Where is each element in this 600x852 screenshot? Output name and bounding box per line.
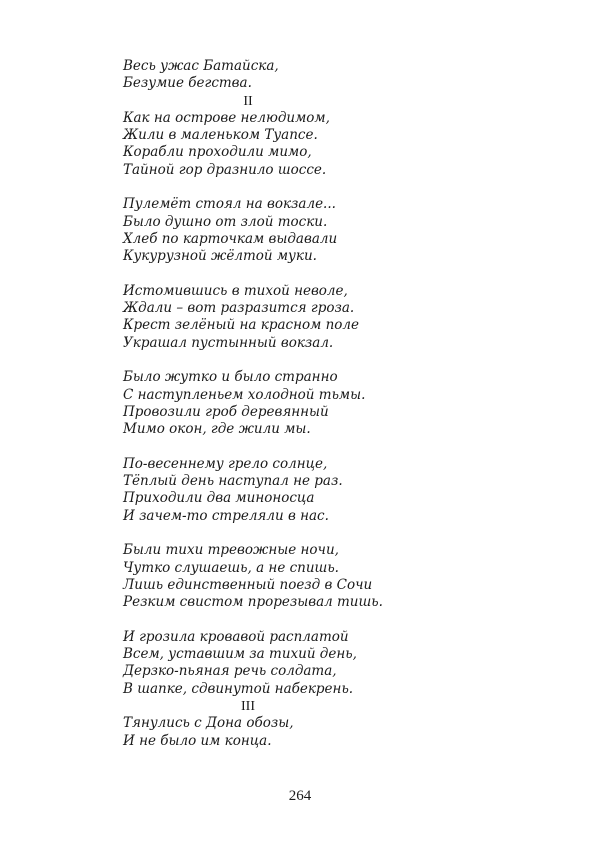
poem-line: Хлеб по карточкам выдавали <box>123 230 338 247</box>
poem-line: С наступленьем холодной тьмы. <box>123 386 366 403</box>
section-number: III <box>241 698 255 714</box>
poem-line: Дерзко-пьяная речь солдата, <box>123 663 337 680</box>
poem-line: Весь ужас Батайска, <box>123 58 279 74</box>
poem-line: Безумие бегства. <box>123 75 252 92</box>
poem-line: Были тихи тревожные ночи, <box>123 542 339 559</box>
poem-line: Украшал пустынный вокзал. <box>123 334 334 351</box>
poem-line: Чутко слушаешь, а не спишь. <box>123 559 339 576</box>
stanza-gap <box>123 439 543 456</box>
poem-line: Было душно от злой тоски. <box>123 213 328 230</box>
poem-line: Как на острове нелюдимом, <box>123 109 330 126</box>
poem-line: Кукурузной жёлтой муки. <box>123 248 317 265</box>
poem-line: И грозила кровавой расплатой <box>123 628 349 645</box>
poem-line: Корабли проходили мимо, <box>123 144 312 161</box>
poem-line: Тёплый день наступал не раз. <box>123 473 343 490</box>
stanza-gap <box>123 266 543 283</box>
stanza-gap <box>123 179 543 196</box>
poem-line: Тайной гор дразнило шоссе. <box>123 161 327 178</box>
stanza-gap <box>123 525 543 542</box>
poem-line: И не было им конца. <box>123 732 272 749</box>
section-number: II <box>243 93 253 109</box>
poem-line: Резким свистом прорезывал тишь. <box>123 594 383 611</box>
poem-line: Истомившись в тихой неволе, <box>123 282 348 299</box>
poem-line: В шапке, сдвинутой набекрень. <box>123 680 354 697</box>
poem-line: Ждали – вот разразится гроза. <box>123 300 355 317</box>
poem-line: Мимо окон, где жили мы. <box>123 421 311 438</box>
page-number: 264 <box>288 788 312 804</box>
poem-line: Всем, уставшим за тихий день, <box>123 646 357 663</box>
stanza-gap <box>123 352 543 369</box>
poem-line: Жили в маленьком Туапсе. <box>123 127 318 144</box>
poem-line: Крест зелёный на красном поле <box>123 317 359 334</box>
poem-line: По-весеннему грело солнце, <box>123 455 328 472</box>
poem-line: Приходили два миноносца <box>123 490 315 507</box>
poem-line: Провозили гроб деревянный <box>123 403 329 420</box>
poem-line: Было жутко и было странно <box>123 369 338 386</box>
poem-line: Пулемёт стоял на вокзале... <box>123 196 336 213</box>
poem-line: Лишь единственный поезд в Сочи <box>123 576 373 593</box>
stanza-gap <box>123 612 543 629</box>
poem-text <box>123 58 543 750</box>
poem-line: Тянулись с Дона обозы, <box>123 715 294 732</box>
poem-line: И зачем-то стреляли в нас. <box>123 507 329 524</box>
